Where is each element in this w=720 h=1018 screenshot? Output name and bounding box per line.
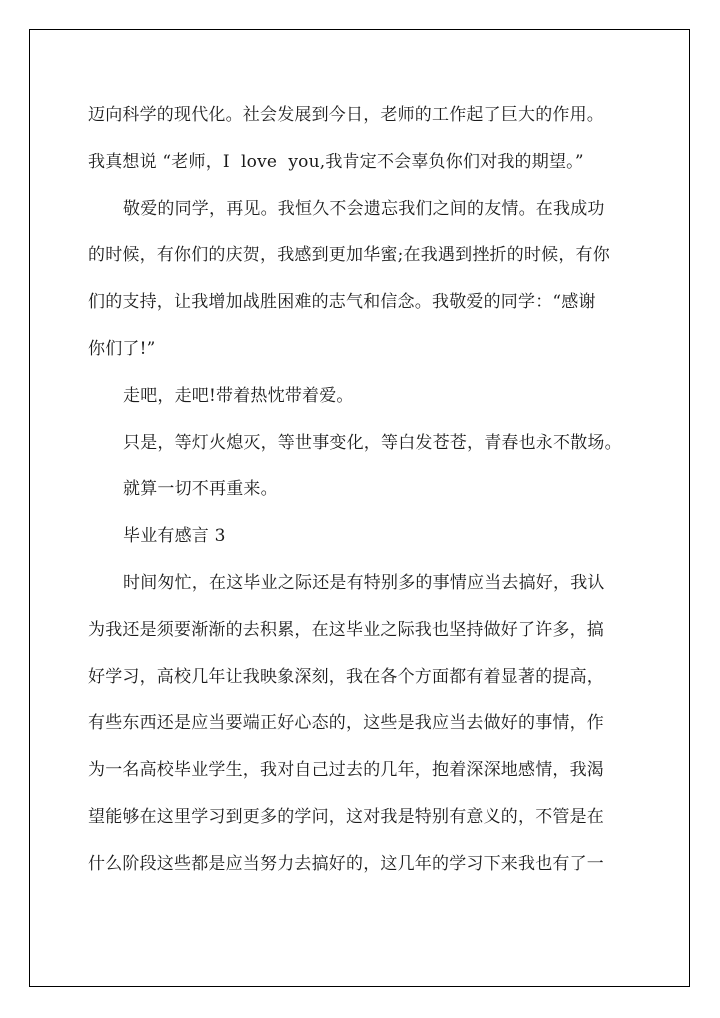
text-line: 我真想说 “老师，I love you,我肯定不会辜负你们对我的期望。” — [88, 151, 584, 172]
text-line: 好学习，高校几年让我映象深刻，我在各个方面都有着显著的提高， — [88, 666, 604, 687]
text-line: 为一名高校毕业学生，我对自己过去的几年，抱着深深地感情，我渴 — [88, 760, 604, 781]
paragraph-start-line: 敬爱的同学，再见。我恒久不会遗忘我们之间的友情。在我成功 — [123, 198, 605, 219]
text-line: 们的支持，让我增加战胜困难的志气和信念。我敬爱的同学：“感谢 — [88, 292, 596, 313]
text-line: 迈向科学的现代化。社会发展到今日，老师的工作起了巨大的作用。 — [88, 105, 604, 125]
section-heading: 毕业有感言 3 — [123, 526, 226, 547]
text-line: 有些东西还是应当要端正好心态的，这些是我应当去做好的事情，作 — [88, 713, 604, 734]
text-line: 望能够在这里学习到更多的学问，这对我是特别有意义的，不管是在 — [88, 806, 604, 827]
paragraph-start-line: 只是，等灯火熄灭，等世事变化，等白发苍苍，青春也永不散场。 — [123, 432, 622, 453]
paragraph-start-line: 走吧，走吧!带着热忱带着爱。 — [123, 385, 354, 406]
text-line: 为我还是须要渐渐的去积累，在这毕业之际我也坚持做好了许多，搞 — [88, 619, 604, 640]
text-line: 什么阶段这些都是应当努力去搞好的，这几年的学习下来我也有了一 — [88, 853, 604, 874]
document-body — [88, 92, 636, 888]
paragraph-start-line: 就算一切不再重来。 — [123, 479, 278, 500]
text-line: 的时候，有你们的庆贺，我感到更加华蜜;在我遇到挫折的时候，有你 — [88, 245, 610, 266]
text-line: 你们了!” — [88, 338, 156, 359]
paragraph-start-line: 时间匆忙，在这毕业之际还是有特别多的事情应当去搞好，我认 — [123, 572, 605, 593]
